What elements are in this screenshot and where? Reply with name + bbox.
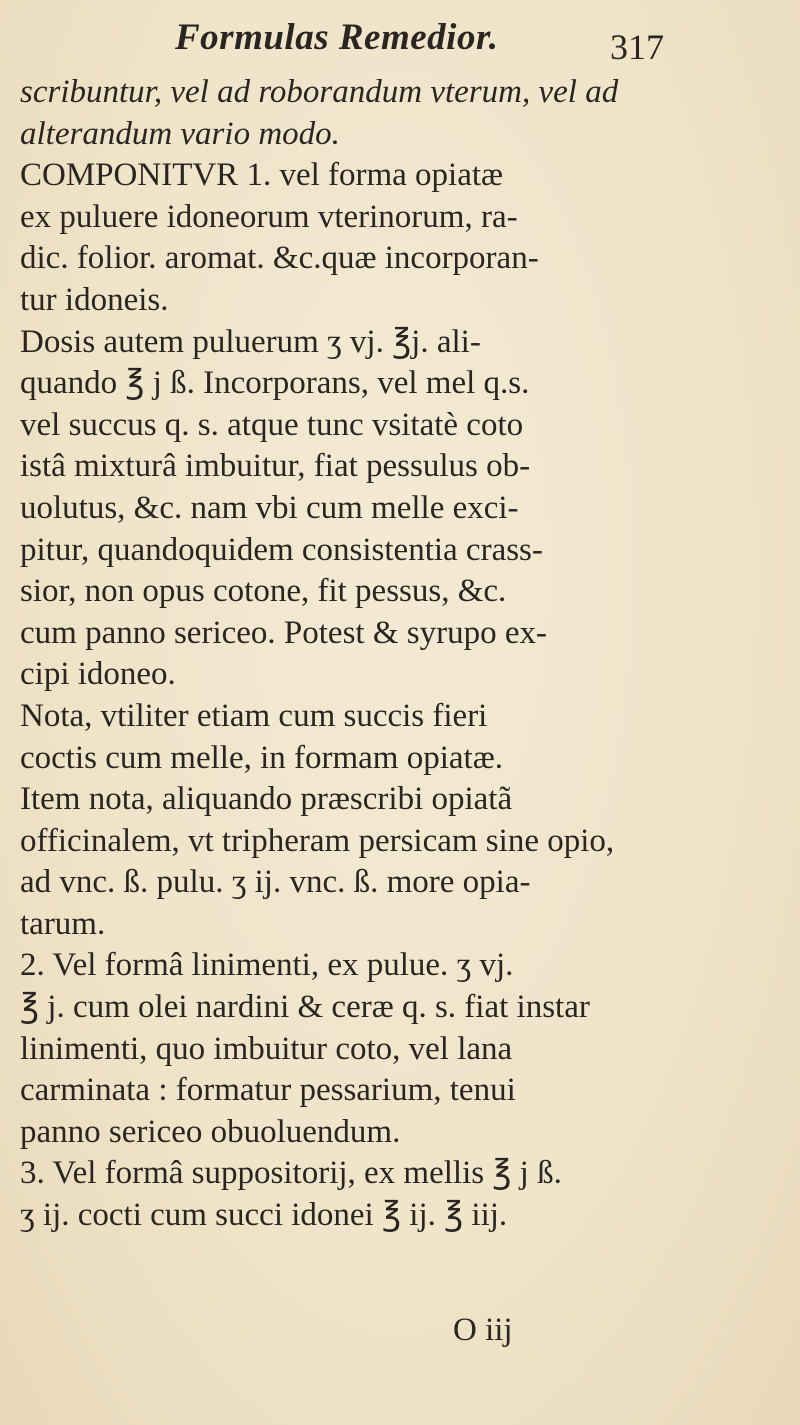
text-line: officinalem, vt tripheram persicam sine opio,	[20, 822, 615, 859]
text-line: Item nota, aliquando præscribi opiatã	[20, 781, 513, 818]
text-line: COMPONITVR 1. vel forma opiatæ	[20, 157, 504, 194]
text-line: ad vnc. ß. pulu. ʒ ij. vnc. ß. more opia-	[20, 864, 531, 901]
text-line: sior, non opus cotone, fit pessus, &c.	[20, 573, 507, 610]
text-line: 2. Vel formâ linimenti, ex pulue. ʒ vj.	[20, 947, 514, 984]
text-line: tarum.	[20, 905, 106, 942]
text-line: linimenti, quo imbuitur coto, vel lana	[20, 1030, 513, 1067]
text-line: vel succus q. s. atque tunc vsitatè coto	[20, 406, 524, 443]
text-line: pitur, quandoquidem consistentia crass-	[20, 531, 543, 568]
catchword: O iij	[453, 1312, 513, 1348]
text-line: coctis cum melle, in formam opiatæ.	[20, 739, 503, 776]
running-head: Formulas Remedior.	[175, 17, 499, 58]
page-number: 317	[610, 27, 664, 67]
text-line: ʒ ij. cocti cum succi idonei ℥ ij. ℥ iij.	[20, 1197, 508, 1234]
text-line: uolutus, &c. nam vbi cum melle exci-	[20, 489, 519, 526]
text-line: 3. Vel formâ suppositorij, ex mellis ℥ j ß.	[20, 1155, 562, 1192]
text-line: tur idoneis.	[20, 281, 169, 318]
text-line: ex puluere idoneorum vterinorum, ra-	[20, 198, 518, 235]
text-line: quando ℥ j ß. Incorporans, vel mel q.s.	[20, 365, 530, 402]
text-line: panno sericeo obuoluendum.	[20, 1113, 401, 1150]
text-line: ℥ j. cum olei nardini & ceræ q. s. fiat instar	[20, 989, 590, 1026]
text-line: Dosis autem puluerum ʒ vj. ℥j. ali-	[20, 323, 481, 360]
body-text	[20, 72, 795, 1237]
text-line: carminata : formatur pessarium, tenui	[20, 1072, 516, 1109]
text-line: scribuntur, vel ad roborandum vterum, vel ad	[20, 74, 619, 110]
text-line: cipi idoneo.	[20, 656, 176, 693]
text-line: dic. folior. aromat. &c.quæ incorporan-	[20, 240, 539, 277]
text-line: cum panno sericeo. Potest & syrupo ex-	[20, 614, 547, 651]
text-line: Nota, vtiliter etiam cum succis fieri	[20, 697, 488, 734]
page-header	[0, 16, 800, 76]
text-line: istâ mixturâ imbuitur, fiat pessulus ob-	[20, 448, 531, 485]
text-line: alterandum vario modo.	[20, 115, 340, 152]
